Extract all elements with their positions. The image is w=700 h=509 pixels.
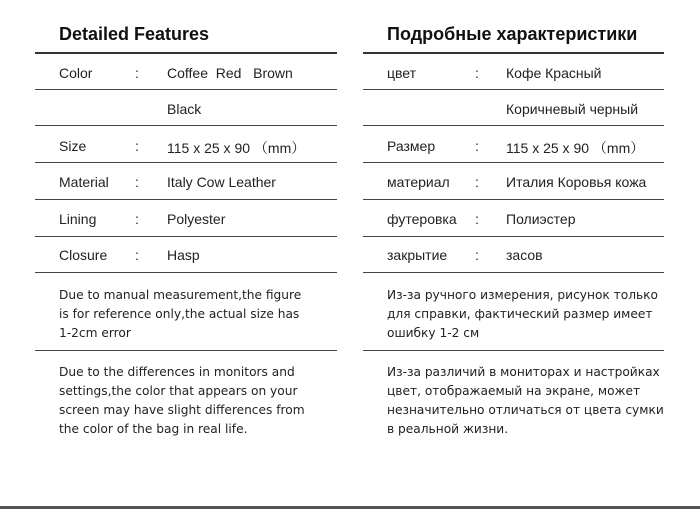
note-divider [363,350,664,351]
row-divider [363,89,664,90]
row-separator: : [135,211,139,227]
row-separator: : [475,65,479,81]
row-value-color: Кофе Красный [506,65,602,81]
row-divider [363,236,664,237]
row-divider [363,199,664,200]
note-line: settings,the color that appears on your [59,384,298,398]
row-separator: : [475,211,479,227]
note-divider [35,350,337,351]
note-line: для справки, фактический размер имеет [387,307,653,321]
note-line: 1-2cm error [59,326,131,340]
row-label-color: Color [59,65,93,81]
row-divider [35,236,337,237]
row-divider [363,162,664,163]
note-line: is for reference only,the actual size has [59,307,300,321]
row-label-closure: закрытие [387,247,448,263]
row-label-lining: Lining [59,211,97,227]
note-line: Due to manual measurement,the figure [59,288,302,302]
row-value-color-cont: Коричневый черный [506,101,639,117]
row-value-closure: Hasp [167,247,200,263]
row-label-lining: футеровка [387,211,457,227]
row-value-color-cont: Black [167,101,202,117]
row-divider [363,125,664,126]
row-divider [35,125,337,126]
measurement-note [387,286,665,343]
english-heading: Detailed Features [59,24,210,44]
row-value-material: Италия Коровья кожа [506,174,647,190]
note-line: цвет, отображаемый на экране, может [387,384,641,398]
color-note [59,363,337,439]
row-divider [35,199,337,200]
note-line: ошибку 1-2 см [387,326,480,340]
note-line: Due to the differences in monitors and [59,365,295,379]
measurement-note [59,286,337,343]
row-divider [35,89,337,90]
row-value-material: Italy Cow Leather [167,174,276,190]
note-line: Из-за различий в мониторах и настройках [387,365,660,379]
row-label-size: Size [59,138,87,154]
row-label-color: цвет [387,65,417,81]
heading-divider [35,52,337,54]
row-divider [35,162,337,163]
russian-heading: Подробные характеристики [387,24,638,44]
row-separator: : [135,138,139,154]
row-value-lining: Полиэстер [506,211,576,227]
row-value-color: Coffee Red Brown [167,65,293,81]
heading-divider [363,52,664,54]
note-line: screen may have slight differences from [59,403,305,417]
note-line: Из-за ручного измерения, рисунок только [387,288,658,302]
row-label-size: Размер [387,138,436,154]
row-label-material: материал [387,174,450,190]
row-label-material: Material [59,174,109,190]
row-separator: : [135,174,139,190]
row-value-lining: Polyester [167,211,226,227]
row-divider [35,272,337,273]
row-separator: : [135,247,139,263]
row-separator: : [135,65,139,81]
color-note [387,363,665,439]
row-separator: : [475,138,479,154]
row-separator: : [475,174,479,190]
row-label-closure: Closure [59,247,108,263]
row-value-closure: засов [506,247,543,263]
note-line: the color of the bag in real life. [59,422,248,436]
row-separator: : [475,247,479,263]
row-value-size: 115 x 25 x 90 （mm） [506,140,645,156]
note-line: в реальной жизни. [387,422,509,436]
note-line: незначительно отличаться от цвета сумки [387,403,664,417]
row-divider [363,272,664,273]
row-value-size: 115 x 25 x 90 （mm） [167,140,306,156]
